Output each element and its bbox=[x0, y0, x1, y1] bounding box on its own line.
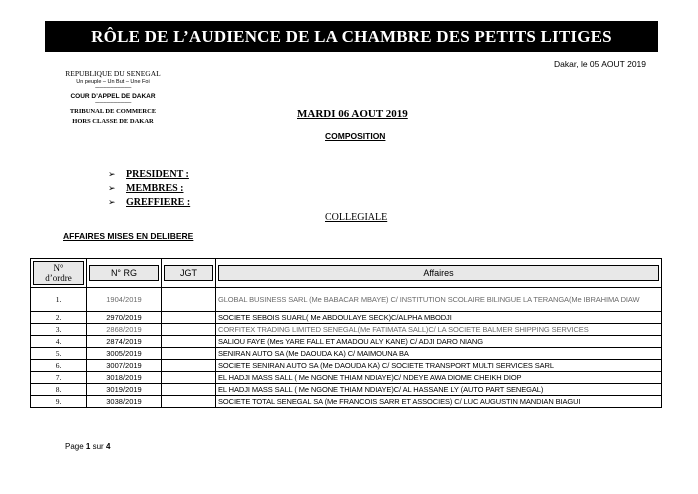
table-row bbox=[31, 396, 662, 408]
cell-ordre: 1. bbox=[31, 288, 87, 312]
header-affaires: Affaires bbox=[216, 259, 662, 288]
cases-table bbox=[30, 258, 662, 408]
table-row bbox=[31, 384, 662, 396]
table-row bbox=[31, 348, 662, 360]
separator-line: ------------------------------- bbox=[94, 85, 132, 91]
cell-jgt bbox=[162, 336, 216, 348]
cell-ordre: 2. bbox=[31, 312, 87, 324]
role-item-president bbox=[108, 168, 190, 182]
cell-ordre: 4. bbox=[31, 336, 87, 348]
cell-rg: 3018/2019 bbox=[87, 372, 162, 384]
cell-jgt bbox=[162, 384, 216, 396]
table-row bbox=[31, 372, 662, 384]
page-current: 1 bbox=[85, 442, 91, 451]
arrow-bullet-icon: ➢ bbox=[108, 170, 116, 180]
arrow-bullet-icon: ➢ bbox=[108, 184, 116, 194]
role-label: GREFFIERE : bbox=[126, 197, 191, 208]
cell-rg: 2970/2019 bbox=[87, 312, 162, 324]
section-title: AFFAIRES MISES EN DELIBERE bbox=[63, 231, 194, 241]
cell-jgt bbox=[162, 396, 216, 408]
table-row bbox=[31, 288, 662, 312]
cell-jgt bbox=[162, 360, 216, 372]
cell-rg: 3005/2019 bbox=[87, 348, 162, 360]
cell-rg: 2868/2019 bbox=[87, 324, 162, 336]
page-total: 4 bbox=[105, 442, 111, 451]
cell-affaire: CORFITEX TRADING LIMITED SENEGAL(Me FATIMATA SALL)C/ LA SOCIETE BALMER SHIPPING SERVICES bbox=[216, 324, 662, 336]
composition-roles-list bbox=[108, 168, 190, 210]
cell-ordre: 7. bbox=[31, 372, 87, 384]
table-row bbox=[31, 312, 662, 324]
table-row bbox=[31, 360, 662, 372]
header-jgt: JGT bbox=[162, 259, 216, 288]
session-date: MARDI 06 AOUT 2019 bbox=[297, 108, 408, 120]
role-item-membres bbox=[108, 182, 190, 196]
role-item-greffiere bbox=[108, 196, 190, 210]
cell-rg: 1904/2019 bbox=[87, 288, 162, 312]
court-name: COUR D’APPEL DE DAKAR bbox=[70, 92, 156, 100]
table-row bbox=[31, 336, 662, 348]
cell-ordre: 3. bbox=[31, 324, 87, 336]
cell-jgt bbox=[162, 288, 216, 312]
document-title-banner: RÔLE DE L’AUDIENCE DE LA CHAMBRE DES PETITS LITIGES bbox=[45, 21, 658, 52]
cell-jgt bbox=[162, 324, 216, 336]
table-header-row bbox=[31, 259, 662, 288]
composition-heading: COMPOSITION bbox=[325, 131, 386, 141]
header-ordre-line1: N° bbox=[53, 263, 64, 273]
institution-header bbox=[52, 69, 174, 126]
role-label: MEMBRES : bbox=[126, 183, 184, 194]
formation-label: COLLEGIALE bbox=[325, 212, 388, 223]
header-rg: N° RG bbox=[87, 259, 162, 288]
cell-rg: 3007/2019 bbox=[87, 360, 162, 372]
cell-affaire: SOCIETE TOTAL SENEGAL SA (Me FRANCOIS SARR ET ASSOCIES) C/ LUC AUGUSTIN MANDIAN BIAGUI bbox=[216, 396, 662, 408]
cell-rg: 3019/2019 bbox=[87, 384, 162, 396]
header-ordre bbox=[31, 259, 87, 288]
separator-line: ------------------------------- bbox=[94, 101, 132, 106]
cell-affaire: EL HADJI MASS SALL ( Me NGONE THIAM NDIAYE)C/ NDEYE AWA DIOME CHEIKH DIOP bbox=[216, 372, 662, 384]
cell-affaire: EL HADJI MASS SALL ( Me NGONE THIAM NDIAYE)C/ AL HASSANE LY (AUTO PART SENEGAL) bbox=[216, 384, 662, 396]
cell-jgt bbox=[162, 348, 216, 360]
cell-jgt bbox=[162, 372, 216, 384]
table-row bbox=[31, 324, 662, 336]
role-label: PRESIDENT : bbox=[126, 169, 189, 180]
cell-affaire: SENIRAN AUTO SA (Me DAOUDA KA) C/ MAIMOUNA BA bbox=[216, 348, 662, 360]
arrow-bullet-icon: ➢ bbox=[108, 198, 116, 208]
cell-affaire: SALIOU FAYE (Mes YARE FALL ET AMADOU ALY KANE) C/ ADJI DARO NIANG bbox=[216, 336, 662, 348]
page-footer bbox=[65, 442, 110, 451]
cell-rg: 3038/2019 bbox=[87, 396, 162, 408]
cell-affaire: GLOBAL BUSINESS SARL (Me BABACAR MBAYE) C/ INSTITUTION SCOLAIRE BILINGUE LA TERANGA(Me IBRAHIMA DIAW bbox=[216, 288, 662, 312]
page-separator: sur bbox=[92, 442, 104, 451]
national-motto: Un peuple – Un But – Une Foi bbox=[76, 78, 150, 85]
page-prefix: Page bbox=[65, 442, 84, 451]
cell-ordre: 9. bbox=[31, 396, 87, 408]
cell-ordre: 8. bbox=[31, 384, 87, 396]
cell-affaire: SOCIETE SEBOIS SUARL( Me ABDOULAYE SECK)C/ALPHA MBODJI bbox=[216, 312, 662, 324]
cell-ordre: 6. bbox=[31, 360, 87, 372]
header-ordre-line2: d’ordre bbox=[45, 273, 72, 283]
document-date: Dakar, le 05 AOUT 2019 bbox=[554, 59, 646, 69]
cell-affaire: SOCIETE SENIRAN AUTO SA (Me DAOUDA KA) C/ SOCIETE TRANSPORT MULTI SERVICES SARL bbox=[216, 360, 662, 372]
cell-rg: 2874/2019 bbox=[87, 336, 162, 348]
country-name: REPUBLIQUE DU SENEGAL bbox=[65, 69, 161, 78]
cell-ordre: 5. bbox=[31, 348, 87, 360]
cell-jgt bbox=[162, 312, 216, 324]
tribunal-name-line1: TRIBUNAL DE COMMERCE bbox=[69, 108, 157, 115]
tribunal-name-line2: HORS CLASSE DE DAKAR bbox=[72, 117, 154, 125]
